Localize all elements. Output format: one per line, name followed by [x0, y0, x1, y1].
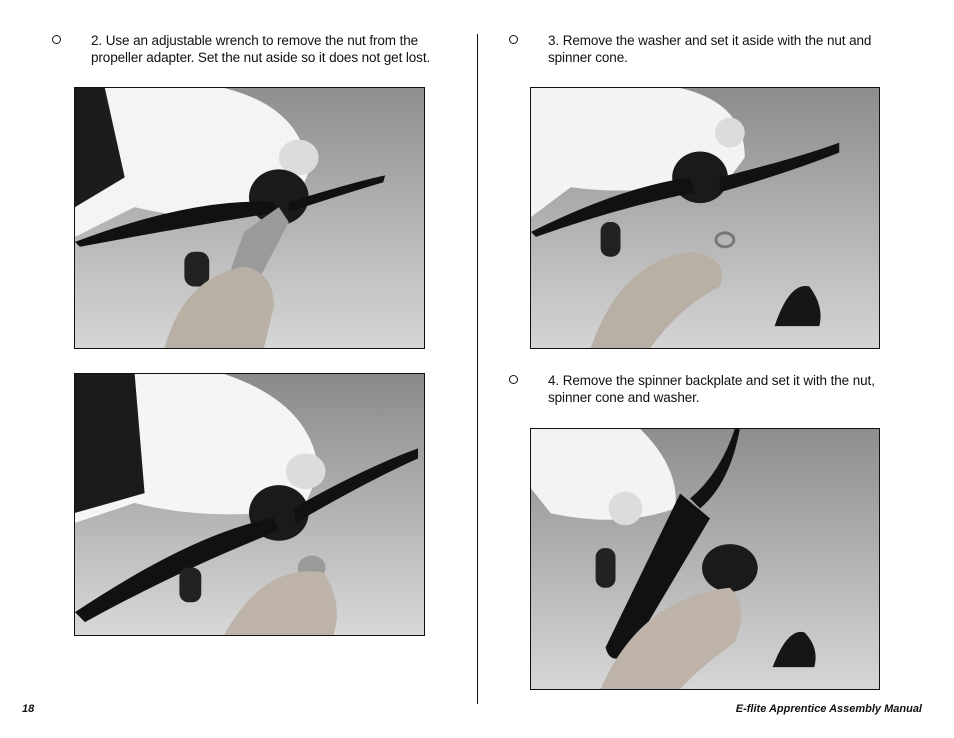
checkbox-circle-icon[interactable] [509, 35, 518, 44]
step-3-line-2: spinner cone. [548, 50, 628, 65]
photo-backplate-removed [530, 428, 880, 690]
step-4-line-1: 4. Remove the spinner backplate and set it with the nut, [548, 373, 875, 388]
manual-title: E-flite Apprentice Assembly Manual [735, 703, 922, 715]
checkbox-circle-icon[interactable] [509, 375, 518, 384]
column-divider [477, 34, 478, 704]
photo-nut-removed [74, 373, 425, 636]
step-2-line-2: propeller adapter. Set the nut aside so it does not get lost. [91, 50, 431, 65]
photo-washer-removed [530, 87, 880, 349]
step-2-line-1: 2. Use an adjustable wrench to remove the nut from the [91, 33, 419, 48]
page-number: 18 [22, 703, 35, 715]
step-4-line-2: spinner cone and washer. [548, 390, 700, 405]
checkbox-circle-icon[interactable] [52, 35, 61, 44]
step-3-line-1: 3. Remove the washer and set it aside with the nut and [548, 33, 872, 48]
photo-wrench-removing-nut [74, 87, 425, 349]
